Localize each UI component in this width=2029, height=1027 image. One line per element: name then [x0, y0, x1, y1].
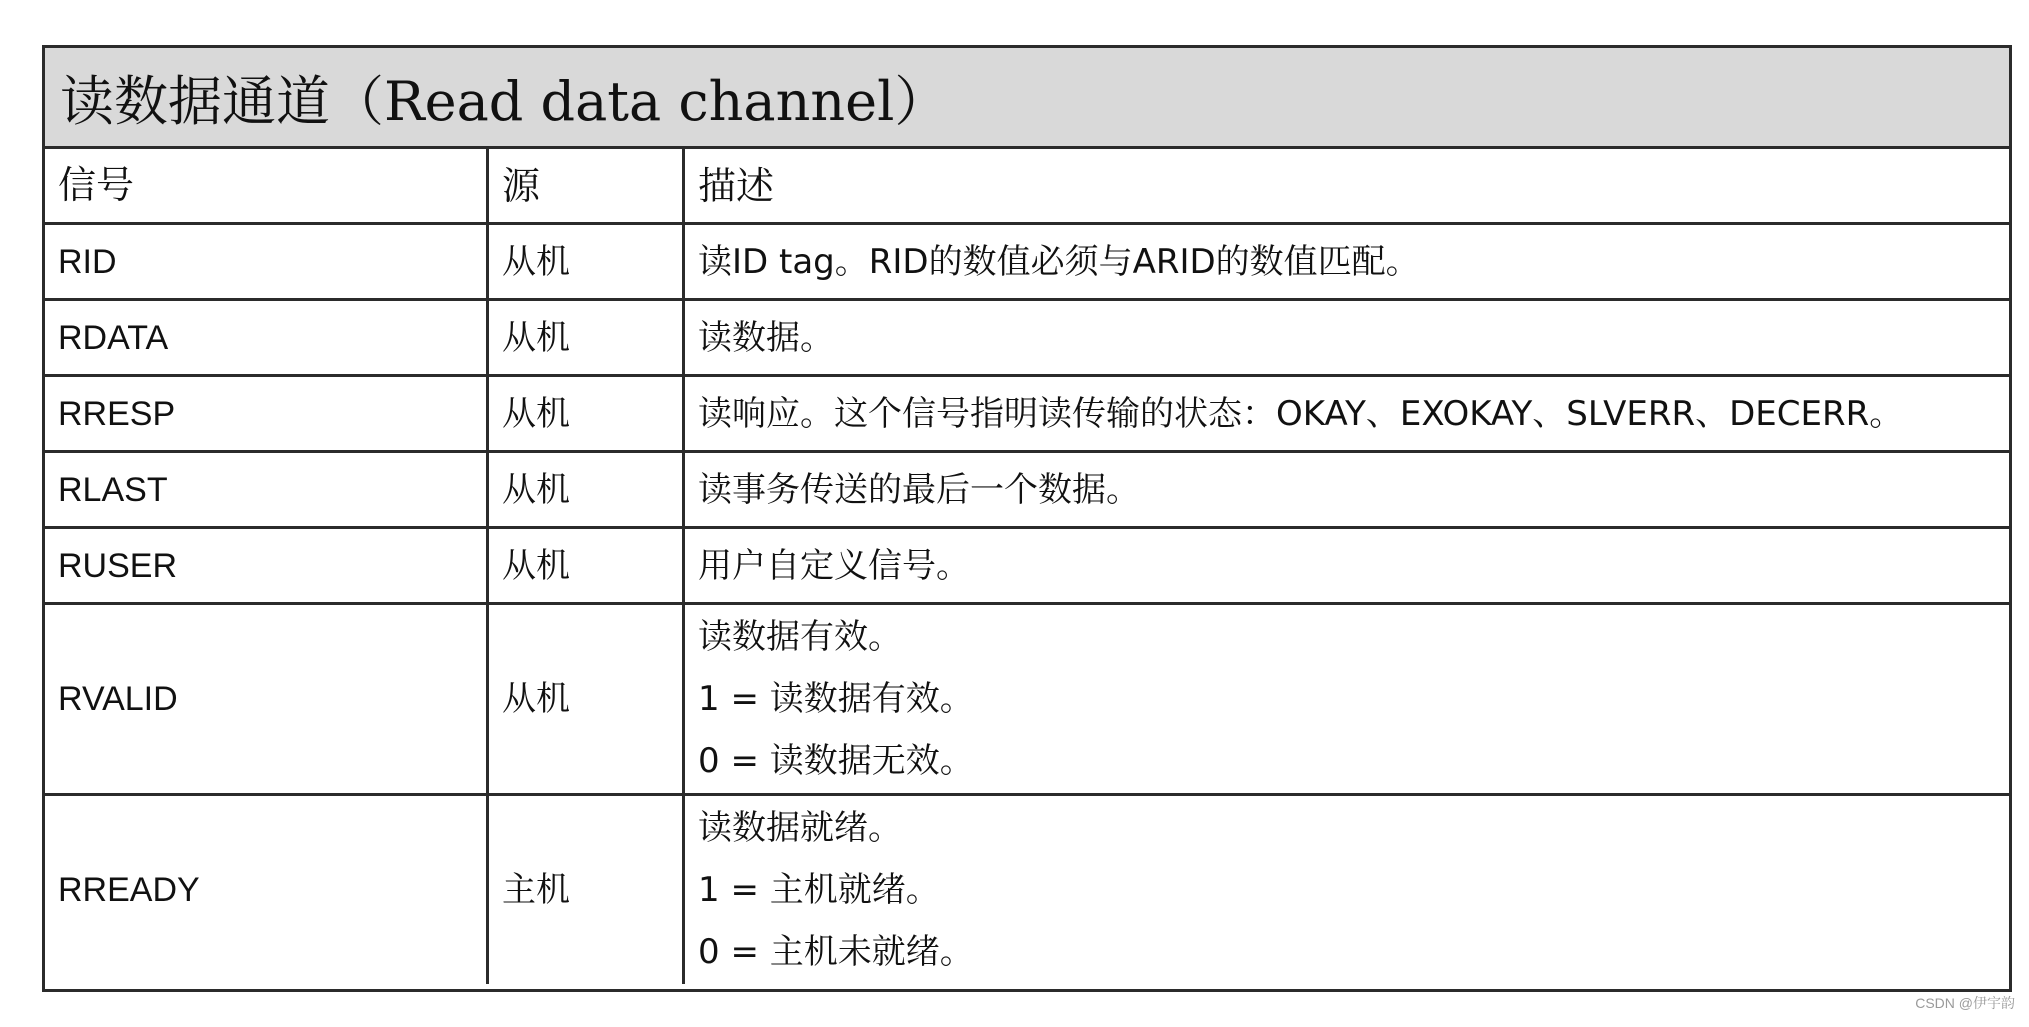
- description-line: 0 = 读数据无效。: [698, 741, 974, 781]
- source-cell: 从机: [488, 376, 684, 452]
- source-cell: 从机: [488, 528, 684, 604]
- source-cell: 从机: [488, 604, 684, 795]
- table-title: 读数据通道（Read data channel）: [45, 48, 2009, 149]
- table-row: [45, 300, 2009, 376]
- description-line: 1 = 主机就绪。: [698, 870, 940, 910]
- header-source: 源: [488, 149, 684, 224]
- signal-cell: RUSER: [45, 528, 488, 604]
- header-signal: 信号: [58, 164, 135, 207]
- signal-cell: RREADY: [45, 795, 488, 985]
- source-cell: 从机: [488, 224, 684, 300]
- read-data-channel-table: [42, 45, 2012, 992]
- signal-cell: RVALID: [45, 604, 488, 795]
- signal-cell: RRESP: [45, 376, 488, 452]
- table-row: [45, 224, 2009, 300]
- description-cell: [684, 528, 2010, 604]
- description-line: 读响应。这个信号指明读传输的状态：OKAY、EXOKAY、SLVERR、DECERR。: [698, 393, 1904, 434]
- description-cell: [684, 452, 2010, 528]
- description-line: 读数据。: [698, 317, 834, 358]
- description-line: 1 = 读数据有效。: [698, 679, 974, 719]
- table-row: [45, 452, 2009, 528]
- header-description: 描述: [684, 149, 2010, 224]
- watermark: CSDN @伊宇韵: [1915, 995, 2015, 1011]
- description-cell: [684, 224, 2010, 300]
- table-row: [45, 604, 2009, 795]
- signal-cell: RID: [45, 224, 488, 300]
- signal-table: [45, 149, 2009, 984]
- description-cell: [684, 376, 2010, 452]
- description-line: 读事务传送的最后一个数据。: [698, 469, 1140, 510]
- signal-cell: RLAST: [45, 452, 488, 528]
- table-row: [45, 795, 2009, 985]
- description-cell: [684, 795, 2010, 985]
- source-cell: 从机: [488, 452, 684, 528]
- source-cell: 主机: [488, 795, 684, 985]
- description-cell: [684, 604, 2010, 795]
- description-line: 读ID tag。RID的数值必须与ARID的数值匹配。: [698, 241, 1420, 282]
- description-line: 读数据就绪。: [698, 808, 902, 848]
- table-row: [45, 376, 2009, 452]
- header-row: [45, 149, 2009, 224]
- description-line: 用户自定义信号。: [698, 545, 970, 586]
- description-line: 读数据有效。: [698, 617, 902, 657]
- source-cell: 从机: [488, 300, 684, 376]
- table-row: [45, 528, 2009, 604]
- description-line: 0 = 主机未就绪。: [698, 932, 974, 972]
- description-cell: [684, 300, 2010, 376]
- signal-cell: RDATA: [45, 300, 488, 376]
